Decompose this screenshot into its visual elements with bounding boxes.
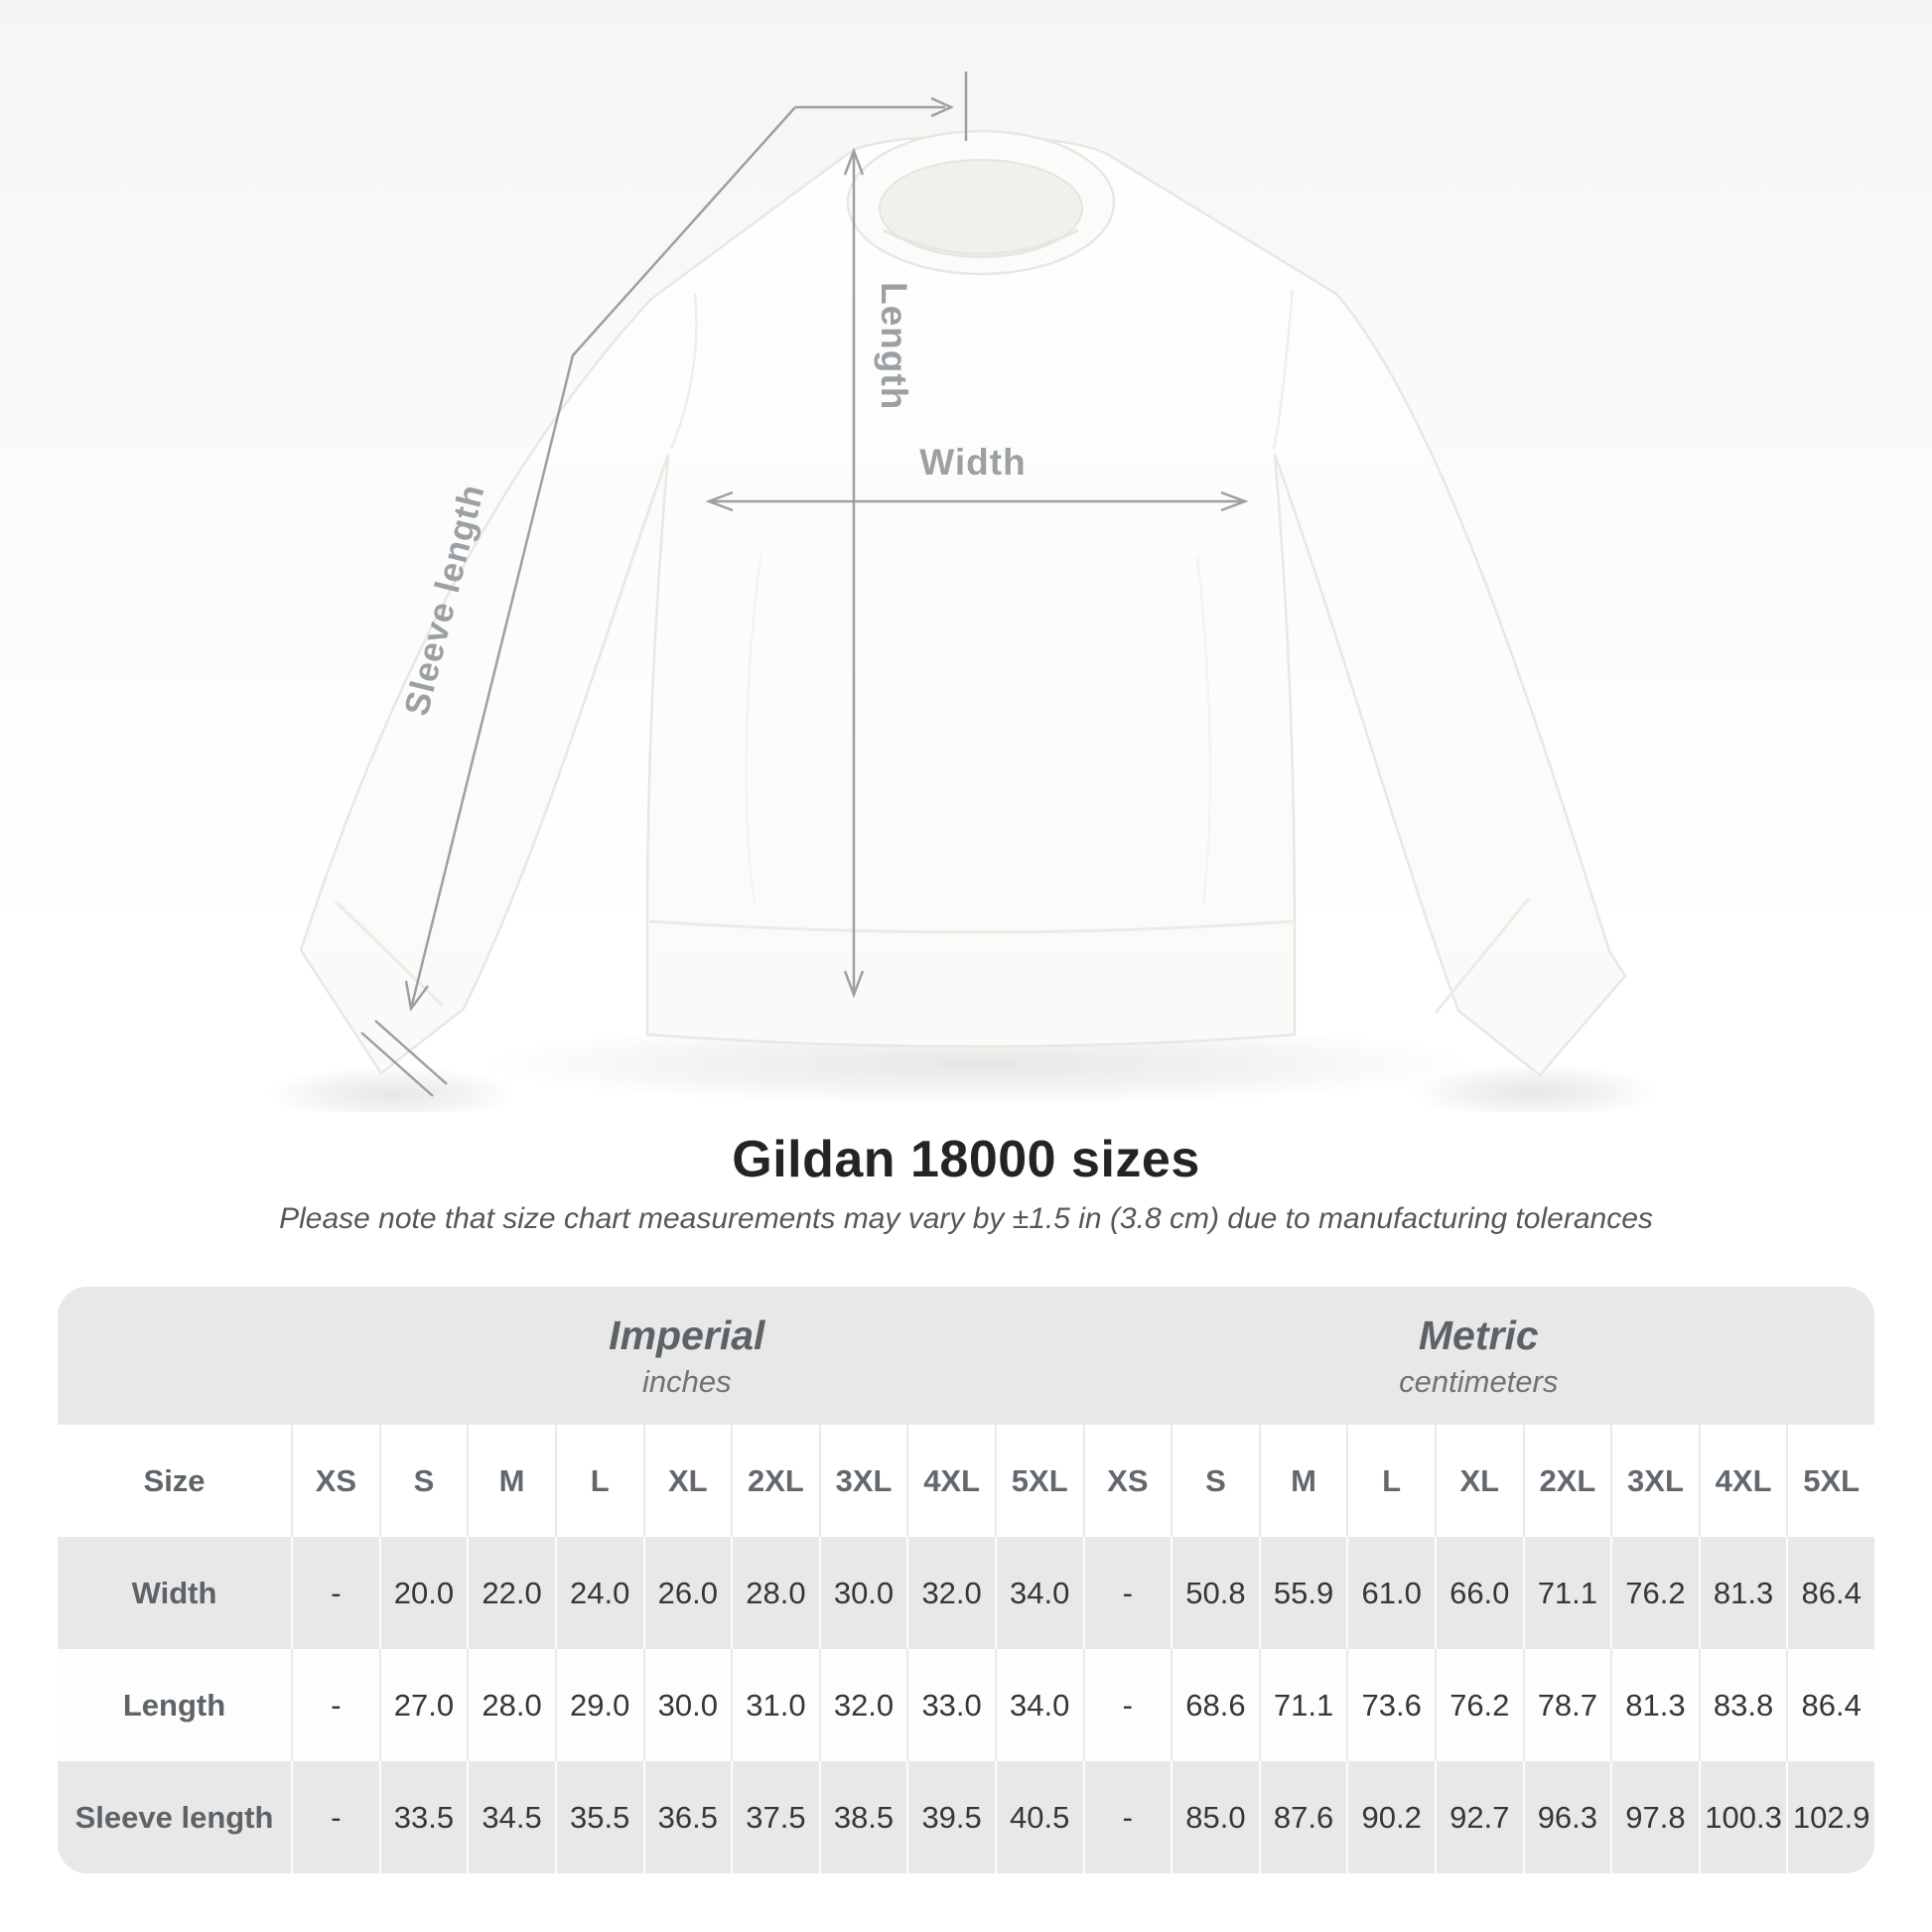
row-label: Width (58, 1537, 291, 1649)
table-cell: 20.0 (379, 1537, 468, 1649)
table-cell: 30.0 (819, 1537, 907, 1649)
column-header-imperial-5xl: 5XL (995, 1425, 1083, 1537)
table-cell: - (291, 1537, 379, 1649)
size-table (58, 1287, 1874, 1873)
column-header-imperial-m: M (467, 1425, 555, 1537)
table-cell: 87.6 (1259, 1761, 1347, 1873)
table-cell: 28.0 (731, 1537, 819, 1649)
table-cell: 97.8 (1610, 1761, 1699, 1873)
column-header-metric-xs: XS (1083, 1425, 1172, 1537)
table-cell: 90.2 (1346, 1761, 1435, 1873)
column-header-metric-xl: XL (1435, 1425, 1523, 1537)
metric-label: Metric (1418, 1311, 1539, 1358)
metric-unit: centimeters (1399, 1363, 1559, 1399)
column-header-imperial-xl: XL (643, 1425, 732, 1537)
table-cell: 29.0 (555, 1649, 643, 1761)
table-cell: - (1083, 1537, 1172, 1649)
table-cell: 86.4 (1786, 1649, 1874, 1761)
table-cell: 27.0 (379, 1649, 468, 1761)
metric-group-header (1083, 1287, 1874, 1425)
table-cell: 68.6 (1171, 1649, 1259, 1761)
table-cell: 34.0 (995, 1649, 1083, 1761)
table-cell: 71.1 (1523, 1537, 1611, 1649)
column-header-metric-s: S (1171, 1425, 1259, 1537)
column-header-metric-3xl: 3XL (1610, 1425, 1699, 1537)
column-header-metric-4xl: 4XL (1699, 1425, 1787, 1537)
column-header-metric-l: L (1346, 1425, 1435, 1537)
table-cell: 38.5 (819, 1761, 907, 1873)
column-header-imperial-4xl: 4XL (906, 1425, 995, 1537)
table-cell: 61.0 (1346, 1537, 1435, 1649)
sleeve-length-label: Sleeve length (397, 480, 492, 720)
row-label: Sleeve length (58, 1761, 291, 1873)
column-header-metric-5xl: 5XL (1786, 1425, 1874, 1537)
table-cell: 86.4 (1786, 1537, 1874, 1649)
table-cell: 39.5 (906, 1761, 995, 1873)
table-cell: - (1083, 1761, 1172, 1873)
table-cell: 32.0 (819, 1649, 907, 1761)
table-cell: - (1083, 1649, 1172, 1761)
table-cell: 34.0 (995, 1537, 1083, 1649)
column-header-imperial-2xl: 2XL (731, 1425, 819, 1537)
table-band-corner (58, 1287, 291, 1425)
table-cell: 33.0 (906, 1649, 995, 1761)
table-cell: 66.0 (1435, 1537, 1523, 1649)
table-cell: 71.1 (1259, 1649, 1347, 1761)
table-cell: 34.5 (467, 1761, 555, 1873)
table-cell: 83.8 (1699, 1649, 1787, 1761)
table-cell: - (291, 1649, 379, 1761)
table-cell: 50.8 (1171, 1537, 1259, 1649)
width-label: Width (919, 442, 1027, 483)
table-cell: 100.3 (1699, 1761, 1787, 1873)
column-header-metric-m: M (1259, 1425, 1347, 1537)
imperial-unit: inches (641, 1363, 732, 1399)
row-label: Length (58, 1649, 291, 1761)
table-cell: 36.5 (643, 1761, 732, 1873)
table-cell: 32.0 (906, 1537, 995, 1649)
table-cell: 55.9 (1259, 1537, 1347, 1649)
table-cell: 40.5 (995, 1761, 1083, 1873)
table-cell: 78.7 (1523, 1649, 1611, 1761)
table-cell: 22.0 (467, 1537, 555, 1649)
table-cell: 76.2 (1435, 1649, 1523, 1761)
imperial-group-header (291, 1287, 1082, 1425)
crewneck-collar (848, 131, 1114, 274)
table-cell: 24.0 (555, 1537, 643, 1649)
table-cell: 37.5 (731, 1761, 819, 1873)
table-cell: 76.2 (1610, 1537, 1699, 1649)
table-cell: - (291, 1761, 379, 1873)
column-header-imperial-s: S (379, 1425, 468, 1537)
table-cell: 28.0 (467, 1649, 555, 1761)
table-cell: 31.0 (731, 1649, 819, 1761)
column-header-imperial-xs: XS (291, 1425, 379, 1537)
column-header-imperial-3xl: 3XL (819, 1425, 907, 1537)
table-cell: 85.0 (1171, 1761, 1259, 1873)
table-cell: 96.3 (1523, 1761, 1611, 1873)
table-cell: 30.0 (643, 1649, 732, 1761)
table-cell: 102.9 (1786, 1761, 1874, 1873)
imperial-label: Imperial (609, 1311, 765, 1358)
length-label: Length (874, 282, 914, 411)
tolerance-note: Please note that size chart measurements may vary by ±1.5 in (3.8 cm) due to manufacturing tolerances (279, 1202, 1653, 1235)
column-header-metric-2xl: 2XL (1523, 1425, 1611, 1537)
table-cell: 73.6 (1346, 1649, 1435, 1761)
page-title: Gildan 18000 sizes (732, 1131, 1200, 1188)
table-cell: 33.5 (379, 1761, 468, 1873)
table-cell: 35.5 (555, 1761, 643, 1873)
table-cell: 92.7 (1435, 1761, 1523, 1873)
column-header-imperial-l: L (555, 1425, 643, 1537)
size-column-header: Size (58, 1425, 291, 1537)
table-cell: 81.3 (1610, 1649, 1699, 1761)
table-cell: 81.3 (1699, 1537, 1787, 1649)
table-cell: 26.0 (643, 1537, 732, 1649)
